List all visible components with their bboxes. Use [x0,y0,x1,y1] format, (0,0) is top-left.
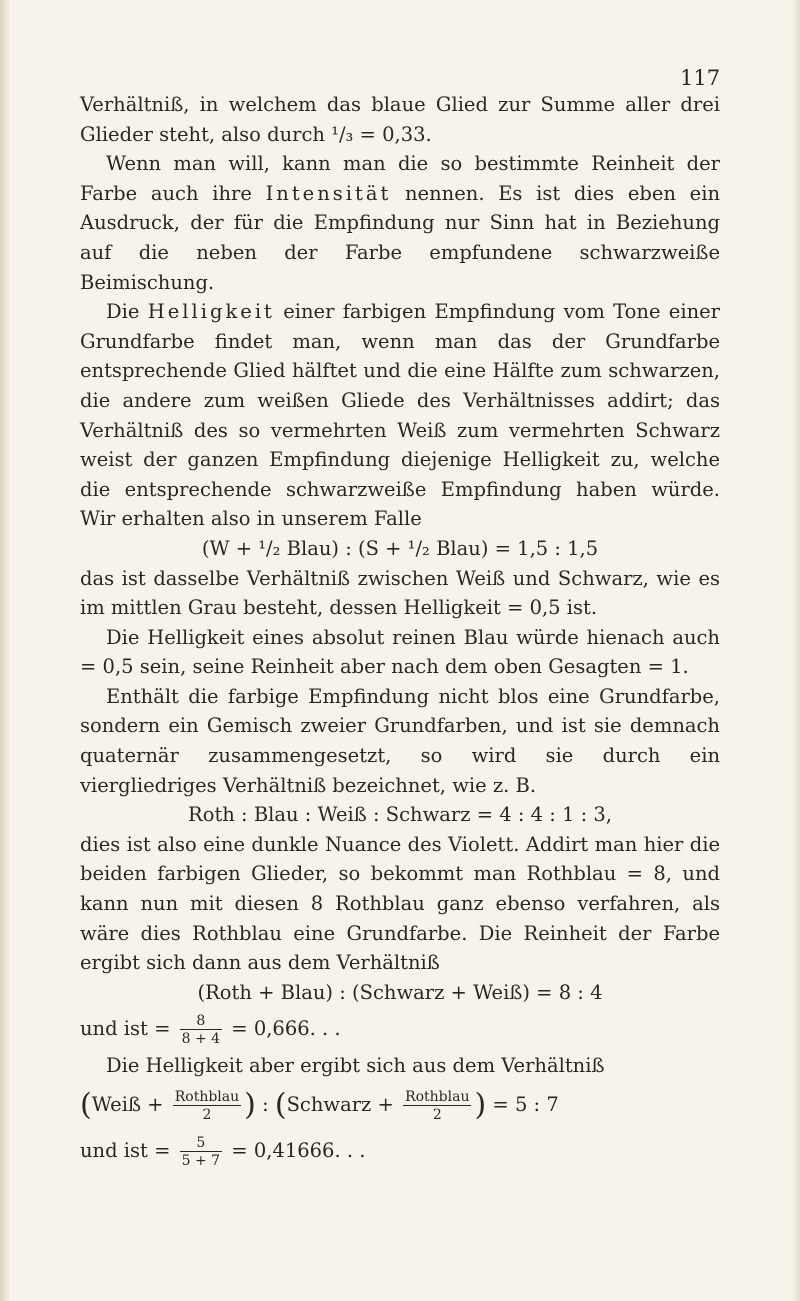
emphasis-intensitaet: Intensität [265,181,392,205]
paragraph-violet: dies ist also eine dunkle Nuance des Violett. Addirt man hier die beiden farbigen Glieder, so bekommt man Rothblau = 8, und kann nun mit diesen 8 Rothblau ganz ebenso verfahren, als wäre dies Rothblau eine Grundfarbe. Die Reinheit der Farbe ergibt sich dann aus dem Verhältniß [80,832,720,975]
formula-result: = 0,41666. . . [231,1139,366,1162]
fraction-denominator: 8 + 4 [181,1030,221,1047]
formula-helligkeit-ratio [80,1081,720,1129]
bracket-close: ) [474,1087,487,1123]
text-run: einer farbigen Empfindung vom Tone einer Grundfarbe findet man, wenn man das der Grundfarbe entsprechende Glied hälftet und die eine Hälfte zum schwarzen, die andere zum weißen Gliede des Verhältnisses addirt; das Verhältniß des so vermehrten Weiß zum vermehrten Schwarz weist der ganzen Empfindung diejenige Helligkeit zu, welche die entsprechende schwarzweiße Empfindung haben würde. Wir erhalten also in unserem Falle [80,300,720,531]
formula-prefix: und ist = [80,1139,171,1162]
fraction [180,1014,222,1046]
paragraph-helligkeit-ratio: Die Helligkeit aber ergibt sich aus dem Verhältniß [106,1054,605,1078]
page-body [80,90,720,1173]
formula-term-weiss: Weiß + [91,1093,164,1116]
equation-rothblau-reinheit: (Roth + Blau) : (Schwarz + Weiß) = 8 : 4 [197,980,603,1004]
fraction [180,1136,222,1168]
fraction-numerator: 5 [196,1134,206,1151]
formula-term-schwarz: Schwarz + [286,1093,394,1116]
equation-four-terms: Roth : Blau : Weiß : Schwarz = 4 : 4 : 1 : 3, [188,803,612,827]
fraction-numerator: 8 [196,1012,206,1029]
page-right-edge [792,0,800,1301]
fraction-denominator: 2 [403,1105,471,1122]
page-left-edge [0,0,10,1301]
paragraph-intensity [80,149,720,297]
fraction-numerator: Rothblau [174,1088,240,1105]
page-number: 117 [680,66,721,90]
formula-result: = 5 : 7 [492,1093,559,1116]
formula-result: = 0,666. . . [231,1017,341,1041]
fraction [173,1090,241,1122]
paragraph-pure-blue: Die Helligkeit eines absolut reinen Blau würde hienach auch = 0,5 sein, seine Reinheit aber nach dem oben Gesagten = 1. [80,625,720,679]
paragraph-grey-ratio: das ist dasselbe Verhältniß zwischen Weiß und Schwarz, wie es im mittlen Grau besteht, dessen Helligkeit = 0,5 ist. [80,566,720,620]
text-run: Die [106,300,148,324]
formula-reinheit-value [80,1007,720,1051]
bracket-open: ( [274,1087,287,1123]
emphasis-helligkeit: Helligkeit [147,300,275,324]
text-run: nennen. Es ist dies eben ein Ausdruck, der für die Empfindung nur Sinn hat in Beziehung auf die neben der Farbe empfundene schwarzweiße Beimischung. [80,181,720,294]
formula-prefix: und ist = [80,1017,171,1041]
paragraph-quaternary: Enthält die farbige Empfindung nicht blos eine Grundfarbe, sondern ein Gemisch zweier Grundfarben, und ist sie demnach quaternär zusammengesetzt, so wird sie durch ein viergliedriges Verhältniß bezeichnet, wie z. B. [80,684,720,797]
formula-helligkeit-value [80,1129,720,1173]
fraction [403,1090,471,1122]
fraction-denominator: 2 [173,1105,241,1122]
fraction-numerator: Rothblau [405,1088,470,1105]
equation-white-black: (W + ¹/₂ Blau) : (S + ¹/₂ Blau) = 1,5 : 1,5 [201,536,599,560]
fraction-denominator: 5 + 7 [181,1152,221,1169]
text-run: Wenn man will, kann man die so bestimmte Reinheit der Farbe auch ihre [80,152,720,205]
formula-colon: : [262,1093,269,1116]
bracket-open: ( [80,1087,92,1123]
bracket-close: ) [244,1087,256,1123]
paragraph-helligkeit [80,297,720,534]
paragraph-intensity-ratio: Verhältniß, in welchem das blaue Glied zur Summe aller drei Glieder steht, also durch ¹/₃ = 0,33. [80,93,720,146]
